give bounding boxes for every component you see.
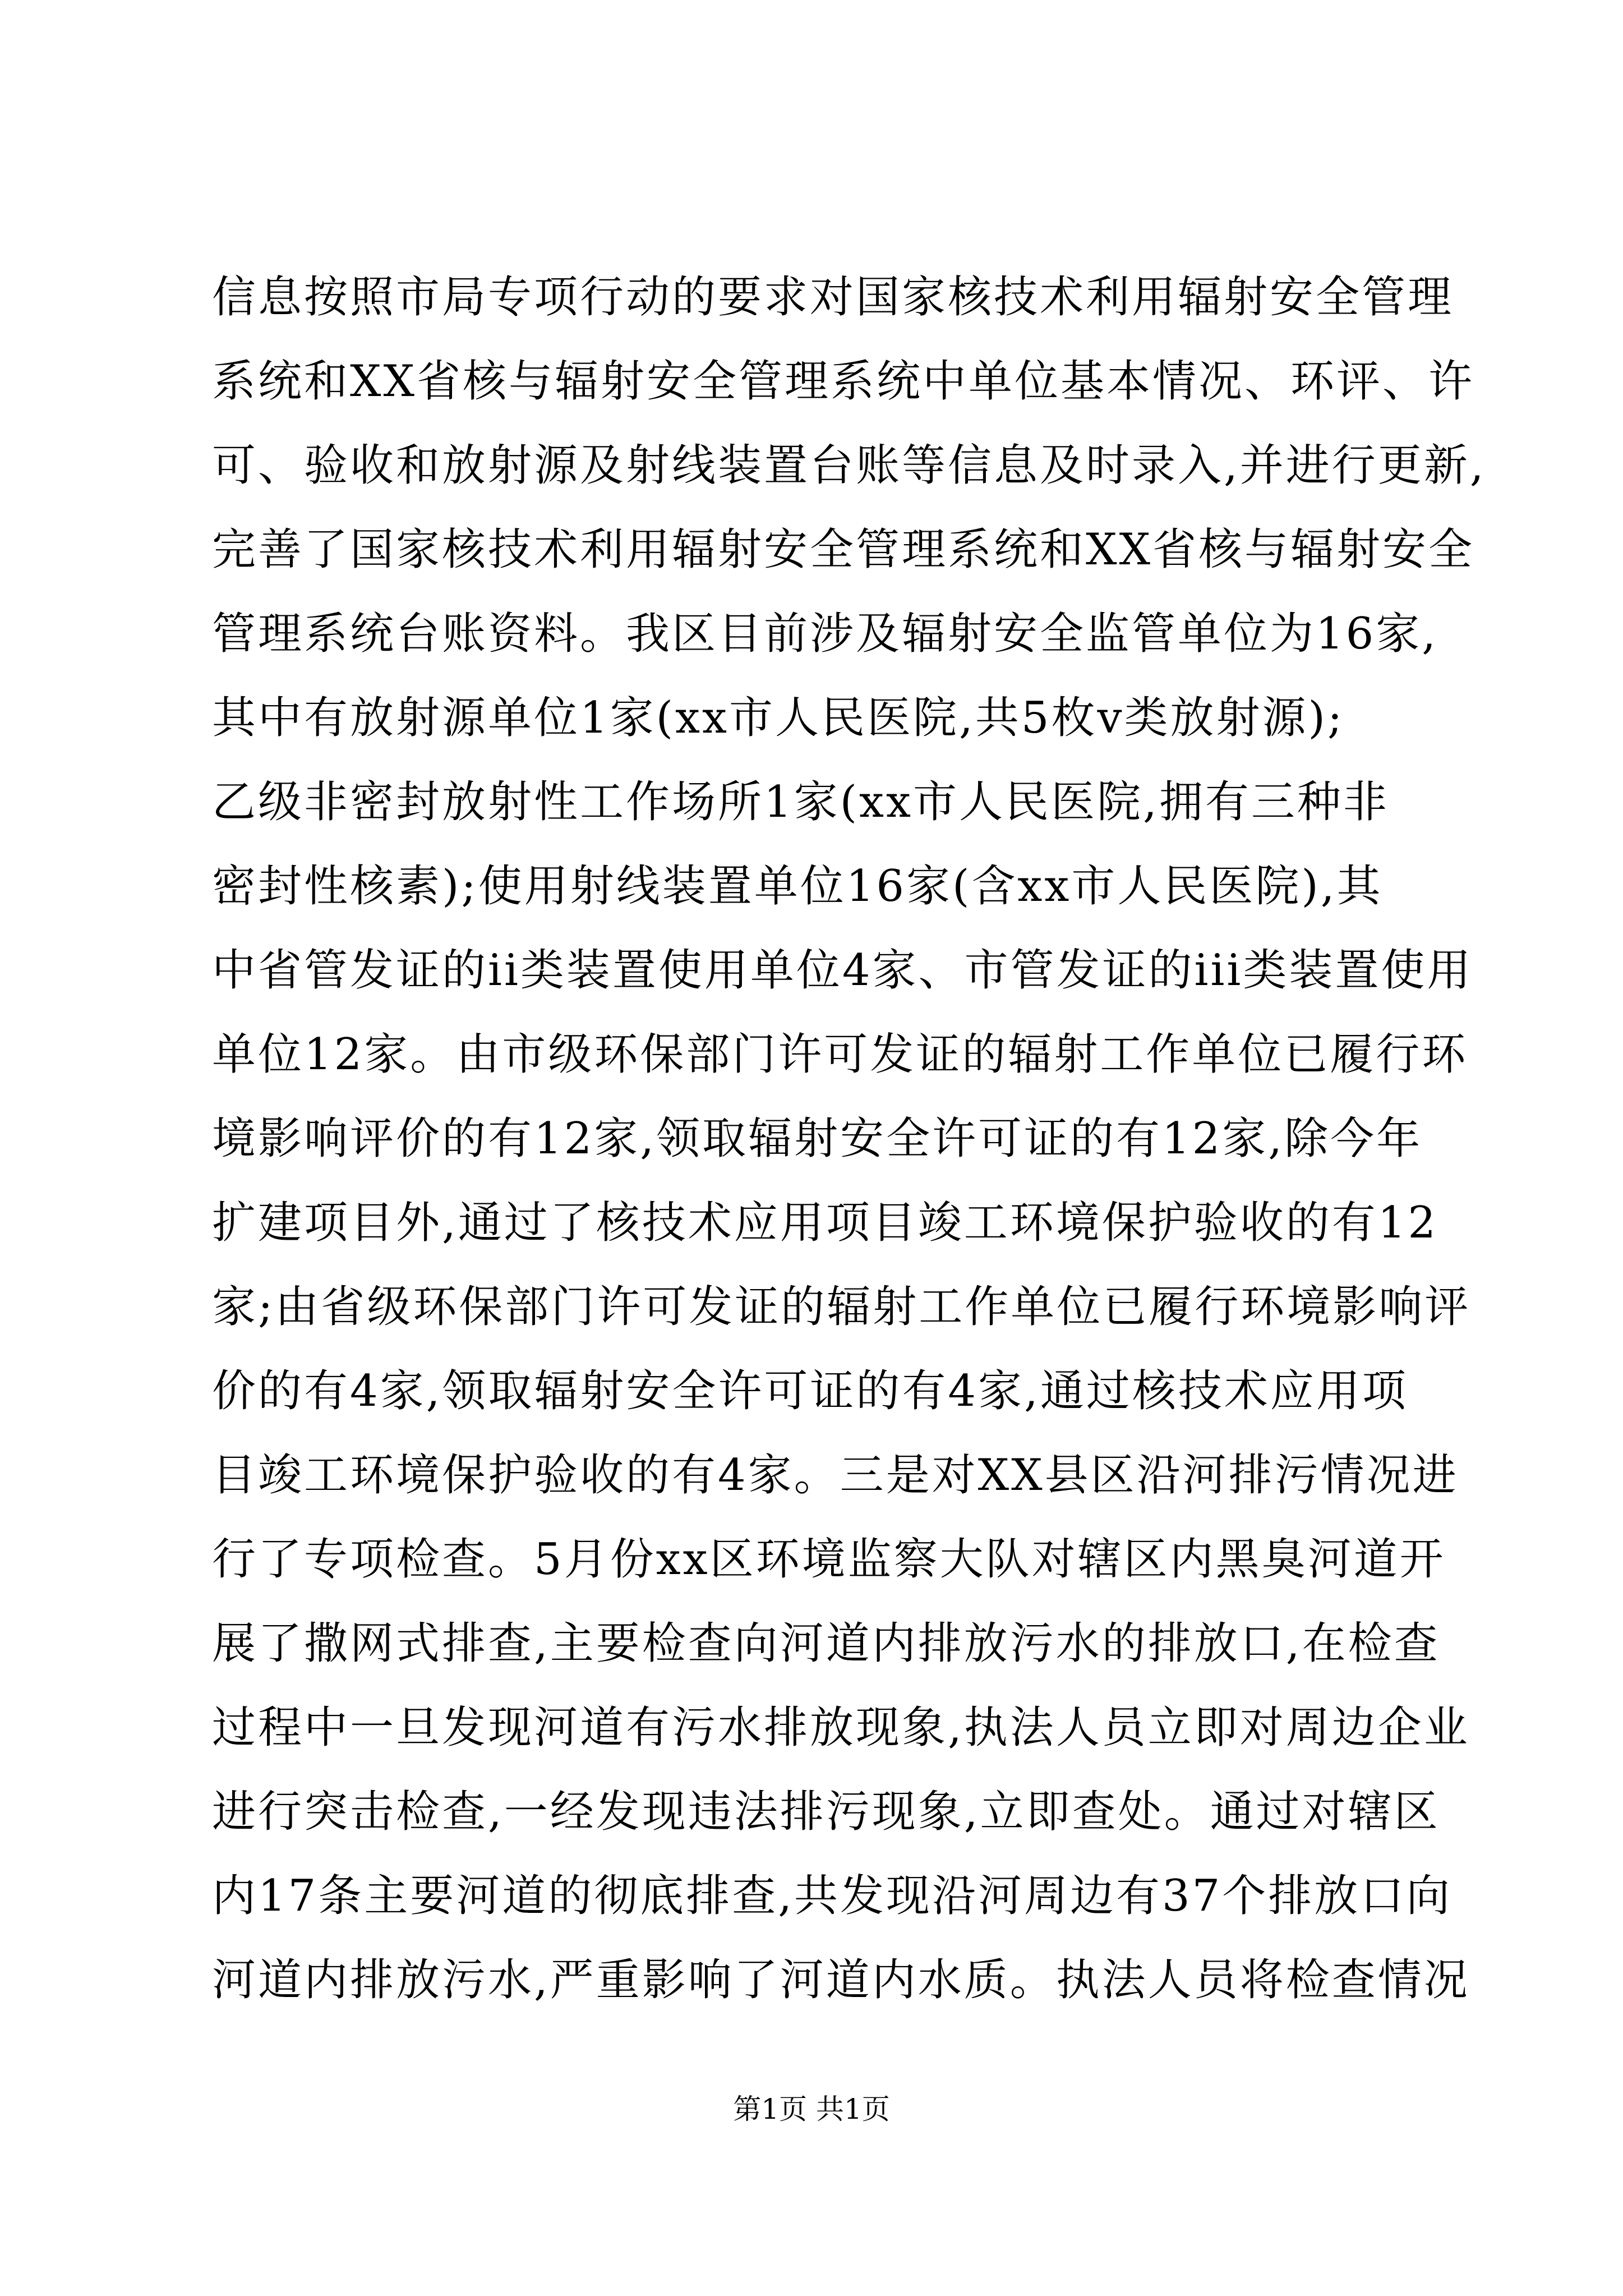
page-footer <box>0 2090 1623 2129</box>
text-line: 价的有4家,领取辐射安全许可证的有4家,通过核技术应用项 <box>212 1366 1408 1416</box>
text-line: 单位12家。由市级环保部门许可发证的辐射工作单位已履行环 <box>212 1029 1468 1080</box>
text-line: 展了撒网式排查,主要检查向河道内排放污水的排放口,在检查 <box>212 1618 1440 1669</box>
text-line: 目竣工环境保护验收的有4家。三是对XX县区沿河排污情况进 <box>212 1450 1459 1501</box>
document-body <box>212 255 1486 2022</box>
text-line: 系统和XX省核与辐射安全管理系统中单位基本情况、环评、许 <box>212 356 1475 407</box>
text-line: 行了专项检查。5月份xx区环境监察大队对辖区内黑臭河道开 <box>212 1534 1446 1585</box>
text-line: 乙级非密封放射性工作场所1家(xx市人民医院,拥有三种非 <box>212 777 1389 827</box>
text-line: 中省管发证的ii类装置使用单位4家、市管发证的iii类装置使用 <box>212 945 1473 996</box>
text-line: 河道内排放污水,严重影响了河道内水质。执法人员将检查情况 <box>212 1955 1470 2005</box>
text-line: 信息按照市局专项行动的要求对国家核技术利用辐射安全管理 <box>212 272 1454 323</box>
text-line: 境影响评价的有12家,领取辐射安全许可证的有12家,除今年 <box>212 1114 1423 1164</box>
text-line: 完善了国家核技术利用辐射安全管理系统和XX省核与辐射安全 <box>212 524 1475 575</box>
text-line: 内17条主要河道的彻底排查,共发现沿河周边有37个排放口向 <box>212 1871 1453 1921</box>
text-line: 管理系统台账资料。我区目前涉及辐射安全监管单位为16家, <box>212 609 1438 659</box>
page-number-label: 第1页 共1页 <box>733 2093 890 2125</box>
text-line: 过程中一旦发现河道有污水排放现象,执法人员立即对周边企业 <box>212 1703 1470 1753</box>
text-line: 进行突击检查,一经发现违法排污现象,立即查处。通过对辖区 <box>212 1787 1440 1837</box>
text-line: 扩建项目外,通过了核技术应用项目竣工环境保护验收的有12 <box>212 1198 1438 1248</box>
text-line: 其中有放射源单位1家(xx市人民医院,共5枚v类放射源); <box>212 693 1345 743</box>
text-line: 可、验收和放射源及射线装置台账等信息及时录入,并进行更新, <box>212 440 1486 491</box>
text-line: 家;由省级环保部门许可发证的辐射工作单位已履行环境影响评 <box>212 1282 1471 1332</box>
text-line: 密封性核素);使用射线装置单位16家(含xx市人民医院),其 <box>212 861 1383 912</box>
